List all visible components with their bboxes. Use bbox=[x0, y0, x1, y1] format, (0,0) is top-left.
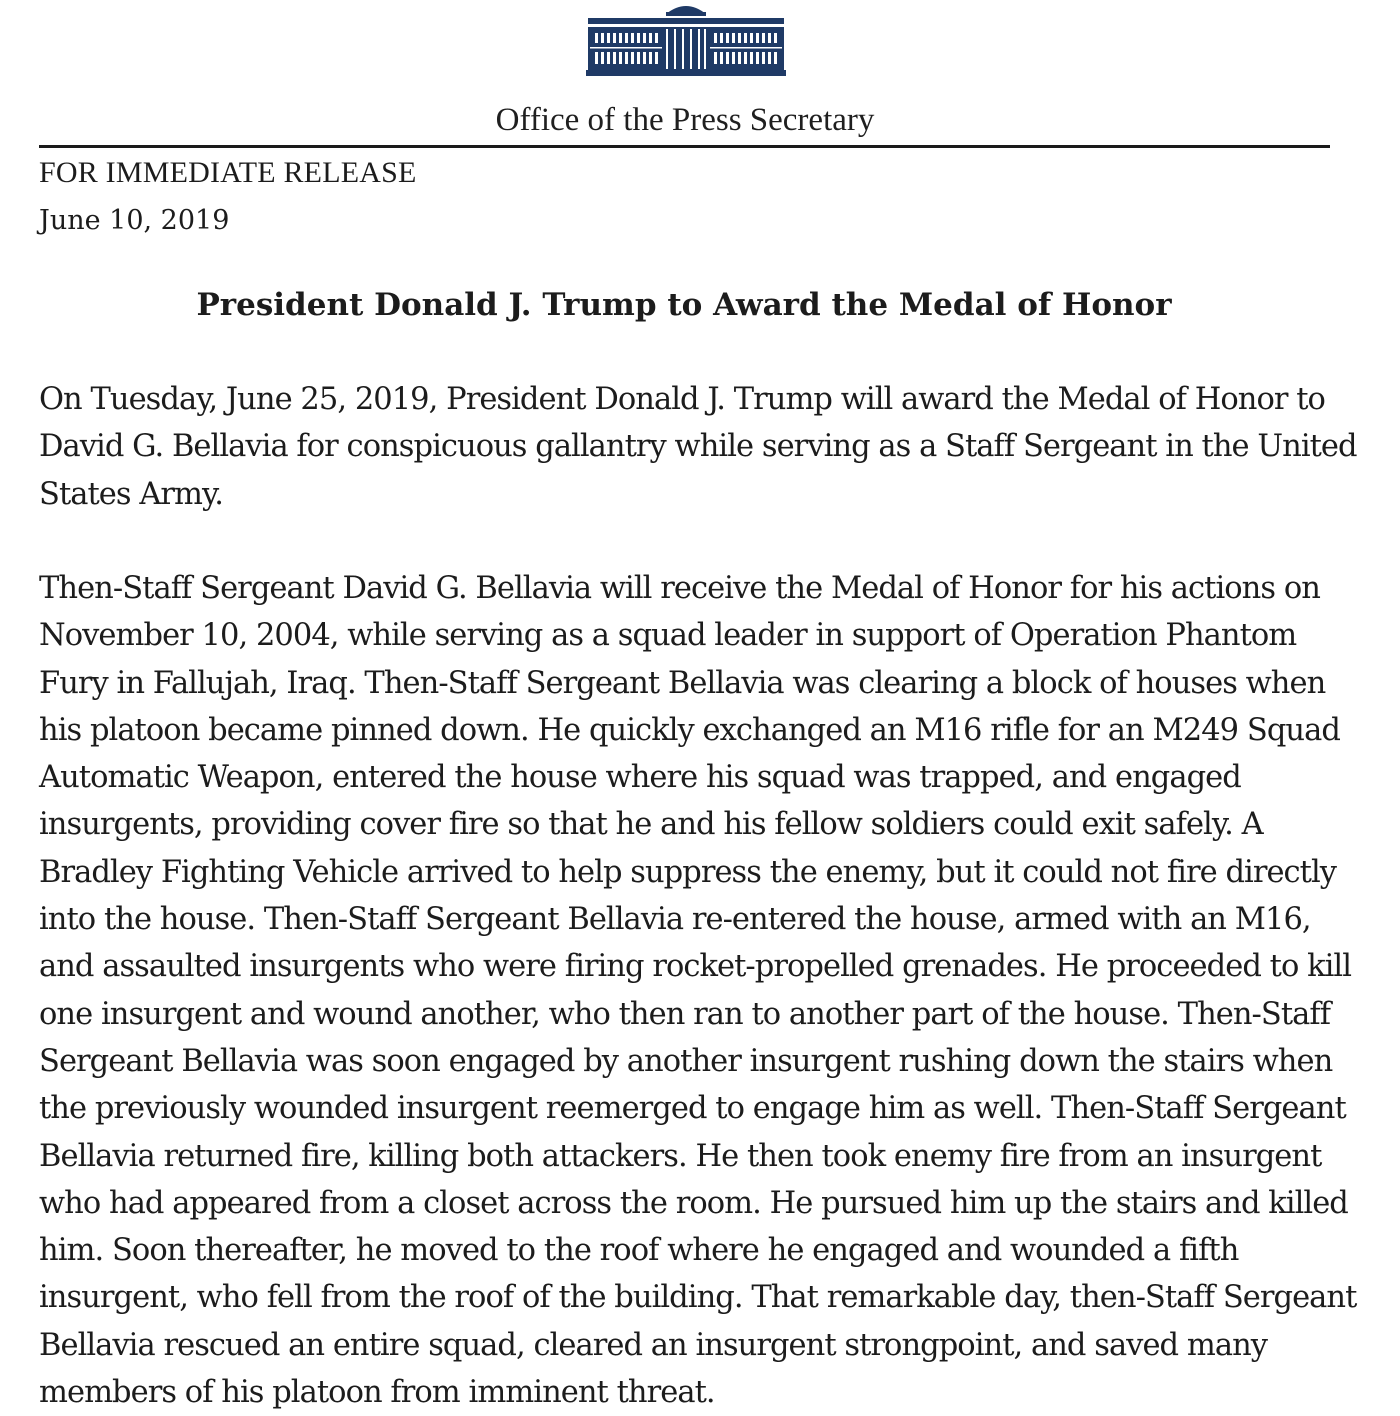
paragraph-line: Fury in Fallujah, Iraq. Then-Staff Sergeant Bellavia was clearing a block of houses when bbox=[39, 665, 1326, 701]
paragraph-actions bbox=[39, 565, 1357, 1416]
paragraph-line: On Tuesday, June 25, 2019, President Donald J. Trump will award the Medal of Honor to bbox=[39, 382, 1325, 417]
paragraph-line: Bradley Fighting Vehicle arrived to help suppress the enemy, but it could not fire directly bbox=[39, 854, 1337, 890]
paragraph-line: Bellavia rescued an entire squad, cleared an insurgent strongpoint, and saved many bbox=[39, 1327, 1268, 1363]
paragraph-line: insurgents, providing cover fire so that he and his fellow soldiers could exit safely. A bbox=[39, 807, 1263, 843]
paragraph-line: Then-Staff Sergeant David G. Bellavia will receive the Medal of Honor for his actions on bbox=[39, 571, 1320, 606]
paragraph-line: one insurgent and wound another, who then ran to another part of the house. Then-Staff bbox=[39, 996, 1331, 1032]
paragraph-line: members of his platoon from imminent threat. bbox=[39, 1375, 715, 1411]
paragraph-line: States Army. bbox=[39, 476, 223, 512]
paragraph-line: who had appeared from a closet across the room. He pursued him up the stairs and killed bbox=[39, 1185, 1348, 1221]
white-house-icon bbox=[586, 0, 786, 78]
release-date: June 10, 2019 bbox=[39, 205, 230, 236]
paragraph-line: November 10, 2004, while serving as a squad leader in support of Operation Phantom bbox=[39, 618, 1297, 654]
paragraph-line: and assaulted insurgents who were firing rocket-propelled grenades. He proceeded to kill bbox=[39, 949, 1352, 985]
paragraph-line: Sergeant Bellavia was soon engaged by another insurgent rushing down the stairs when bbox=[39, 1043, 1333, 1079]
paragraph-line: the previously wounded insurgent reemerged to engage him as well. Then-Staff Sergeant bbox=[39, 1091, 1346, 1127]
office-title: Office of the Press Secretary bbox=[495, 102, 875, 138]
paragraph-line: into the house. Then-Staff Sergeant Bellavia re-entered the house, armed with an M16, bbox=[39, 902, 1311, 938]
paragraph-line: insurgent, who fell from the roof of the building. That remarkable day, then-Staff Sergeant bbox=[39, 1280, 1357, 1316]
release-label: FOR IMMEDIATE RELEASE bbox=[39, 156, 417, 189]
paragraph-line: Bellavia returned fire, killing both attackers. He then took enemy fire from an insurgent bbox=[39, 1138, 1322, 1174]
paragraph-line: David G. Bellavia for conspicuous gallantry while serving as a Staff Sergeant in the United bbox=[39, 429, 1357, 465]
paragraph-line: him. Soon thereafter, he moved to the roof where he engaged and wounded a fifth bbox=[39, 1233, 1239, 1269]
paragraph-line: his platoon became pinned down. He quickly exchanged an M16 rifle for an M249 Squad bbox=[39, 712, 1340, 748]
paragraph-line: Automatic Weapon, entered the house where his squad was trapped, and engaged bbox=[39, 760, 1241, 796]
headline: President Donald J. Trump to Award the Medal of Honor bbox=[196, 287, 1172, 323]
header-divider bbox=[39, 145, 1330, 148]
paragraph-announcement bbox=[39, 376, 1357, 518]
